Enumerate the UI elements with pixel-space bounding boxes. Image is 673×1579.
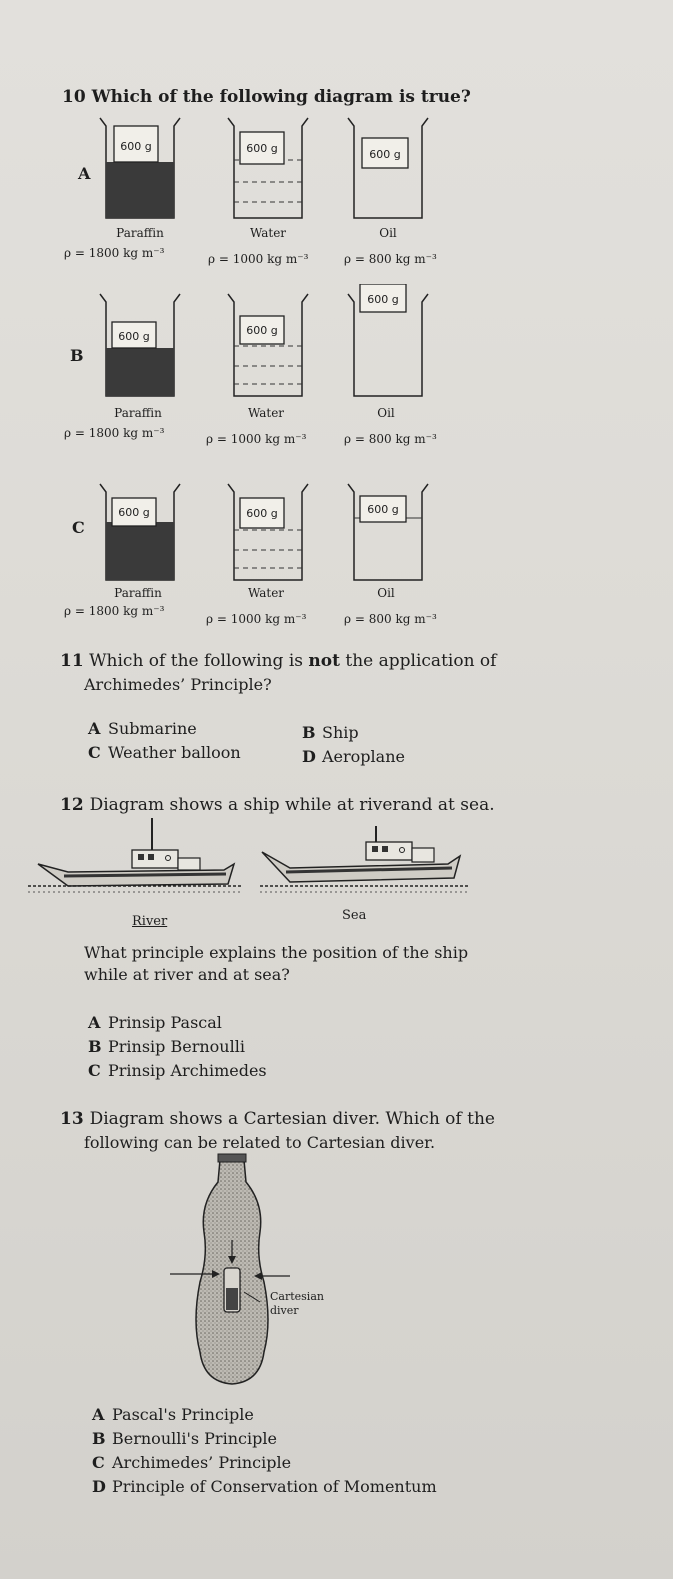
q13-option-b[interactable] xyxy=(92,1428,277,1450)
q13-option-c[interactable] xyxy=(92,1452,291,1474)
q10-text: Which of the following diagram is true? xyxy=(91,87,471,107)
option-text: Pascal's Principle xyxy=(112,1405,254,1424)
q11-title xyxy=(60,650,496,672)
option-letter: A xyxy=(88,1013,101,1032)
diver-label-2: diver xyxy=(270,1304,299,1317)
beaker-water xyxy=(228,294,308,396)
q13-title xyxy=(60,1108,495,1130)
liquid-label-water: Water xyxy=(247,586,285,600)
option-text: Principle of Conservation of Momentum xyxy=(112,1477,437,1496)
q11-text-pre: Which of the following is xyxy=(89,651,309,671)
liquid-label-water: Water xyxy=(247,406,285,420)
q11-not: not xyxy=(308,651,340,671)
option-text: Bernoulli's Principle xyxy=(112,1429,277,1448)
option-text: Prinsip Bernoulli xyxy=(108,1037,245,1056)
q13-option-a[interactable] xyxy=(92,1404,254,1426)
mass-label: 600 g xyxy=(120,140,152,153)
q11-option-d[interactable] xyxy=(302,746,405,768)
density-paraffin: ρ = 1800 kg m⁻³ xyxy=(64,426,165,440)
liquid-label-paraffin: Paraffin xyxy=(114,406,162,420)
option-letter: B xyxy=(92,1429,106,1448)
q10-row-a-diagram xyxy=(90,112,450,224)
q12-option-b[interactable] xyxy=(88,1036,245,1058)
diver-label-1: Cartesian xyxy=(270,1290,324,1303)
density-oil: ρ = 800 kg m⁻³ xyxy=(344,432,437,446)
svg-text:600 g: 600 g xyxy=(369,148,401,161)
q10-number: 10 xyxy=(62,87,86,107)
q11-title-line2: Archimedes’ Principle? xyxy=(84,675,272,694)
density-oil: ρ = 800 kg m⁻³ xyxy=(344,612,437,626)
svg-text:600 g: 600 g xyxy=(367,293,399,306)
option-letter: A xyxy=(92,1405,105,1424)
option-letter: A xyxy=(88,719,101,738)
q12-option-a[interactable] xyxy=(88,1012,222,1034)
option-text: Weather balloon xyxy=(108,743,241,762)
option-text: Ship xyxy=(322,723,359,742)
svg-text:600 g: 600 g xyxy=(367,503,399,516)
liquid-label-oil: Oil xyxy=(377,586,395,600)
q10-row-b-diagram xyxy=(90,284,450,404)
sea-label: Sea xyxy=(342,908,367,923)
cartesian-diver-diagram xyxy=(160,1152,360,1392)
svg-text:600 g: 600 g xyxy=(246,507,278,520)
q13-option-d[interactable] xyxy=(92,1476,437,1498)
liquid-label-oil: Oil xyxy=(377,406,395,420)
river-label: River xyxy=(132,914,168,929)
q10-row-c-letter[interactable]: C xyxy=(72,518,85,537)
q11-option-c[interactable] xyxy=(88,742,241,764)
option-letter: B xyxy=(88,1037,102,1056)
density-oil: ρ = 800 kg m⁻³ xyxy=(344,252,437,266)
density-water: ρ = 1000 kg m⁻³ xyxy=(208,252,309,266)
option-text: Archimedes’ Principle xyxy=(112,1453,292,1472)
q12-title xyxy=(60,794,495,816)
q13-number: 13 xyxy=(60,1109,84,1129)
q12-question-line1: What principle explains the position of the ship xyxy=(84,943,469,962)
option-text: Aeroplane xyxy=(322,747,405,766)
option-letter: C xyxy=(88,743,101,762)
q10-row-b-letter[interactable]: B xyxy=(70,346,84,365)
liquid-label-water: Water xyxy=(249,226,287,240)
paraffin-liquid xyxy=(106,162,174,218)
svg-text:600 g: 600 g xyxy=(246,142,278,155)
q10-row-c-diagram xyxy=(90,478,450,588)
liquid-label-paraffin: Paraffin xyxy=(114,586,162,600)
svg-text:600 g: 600 g xyxy=(118,330,150,343)
svg-text:600 g: 600 g xyxy=(246,324,278,337)
option-letter: D xyxy=(92,1477,106,1496)
density-paraffin: ρ = 1800 kg m⁻³ xyxy=(64,246,165,260)
q13-text: Diagram shows a Cartesian diver. Which of the xyxy=(89,1109,495,1129)
density-water: ρ = 1000 kg m⁻³ xyxy=(206,612,307,626)
option-letter: D xyxy=(302,747,316,766)
ship-sea xyxy=(262,826,460,882)
density-paraffin: ρ = 1800 kg m⁻³ xyxy=(64,604,165,618)
q11-text-post: the application of xyxy=(339,651,497,671)
q12-number: 12 xyxy=(60,795,84,815)
liquid-label-paraffin: Paraffin xyxy=(116,226,164,240)
q11-option-b[interactable] xyxy=(302,722,359,744)
q12-question-line2: while at river and at sea? xyxy=(84,965,290,984)
svg-text:600 g: 600 g xyxy=(118,506,150,519)
bottle-cap-icon xyxy=(218,1154,246,1162)
option-letter: C xyxy=(88,1061,101,1080)
option-text: Submarine xyxy=(108,719,197,738)
q13-title-line2: following can be related to Cartesian diver. xyxy=(84,1133,436,1152)
option-letter: B xyxy=(302,723,316,742)
q11-number: 11 xyxy=(60,651,84,671)
liquid-label-oil: Oil xyxy=(379,226,397,240)
density-water: ρ = 1000 kg m⁻³ xyxy=(206,432,307,446)
q12-ships-diagram xyxy=(28,816,468,916)
q12-option-c[interactable] xyxy=(88,1060,267,1082)
q12-text: Diagram shows a ship while at riverand at sea. xyxy=(89,795,495,815)
q10-row-a-letter[interactable]: A xyxy=(78,164,91,183)
ship-river xyxy=(38,818,234,886)
option-text: Prinsip Pascal xyxy=(108,1013,222,1032)
option-letter: C xyxy=(92,1453,105,1472)
option-text: Prinsip Archimedes xyxy=(108,1061,267,1080)
q11-option-a[interactable] xyxy=(88,718,197,740)
q10-title xyxy=(62,86,471,108)
